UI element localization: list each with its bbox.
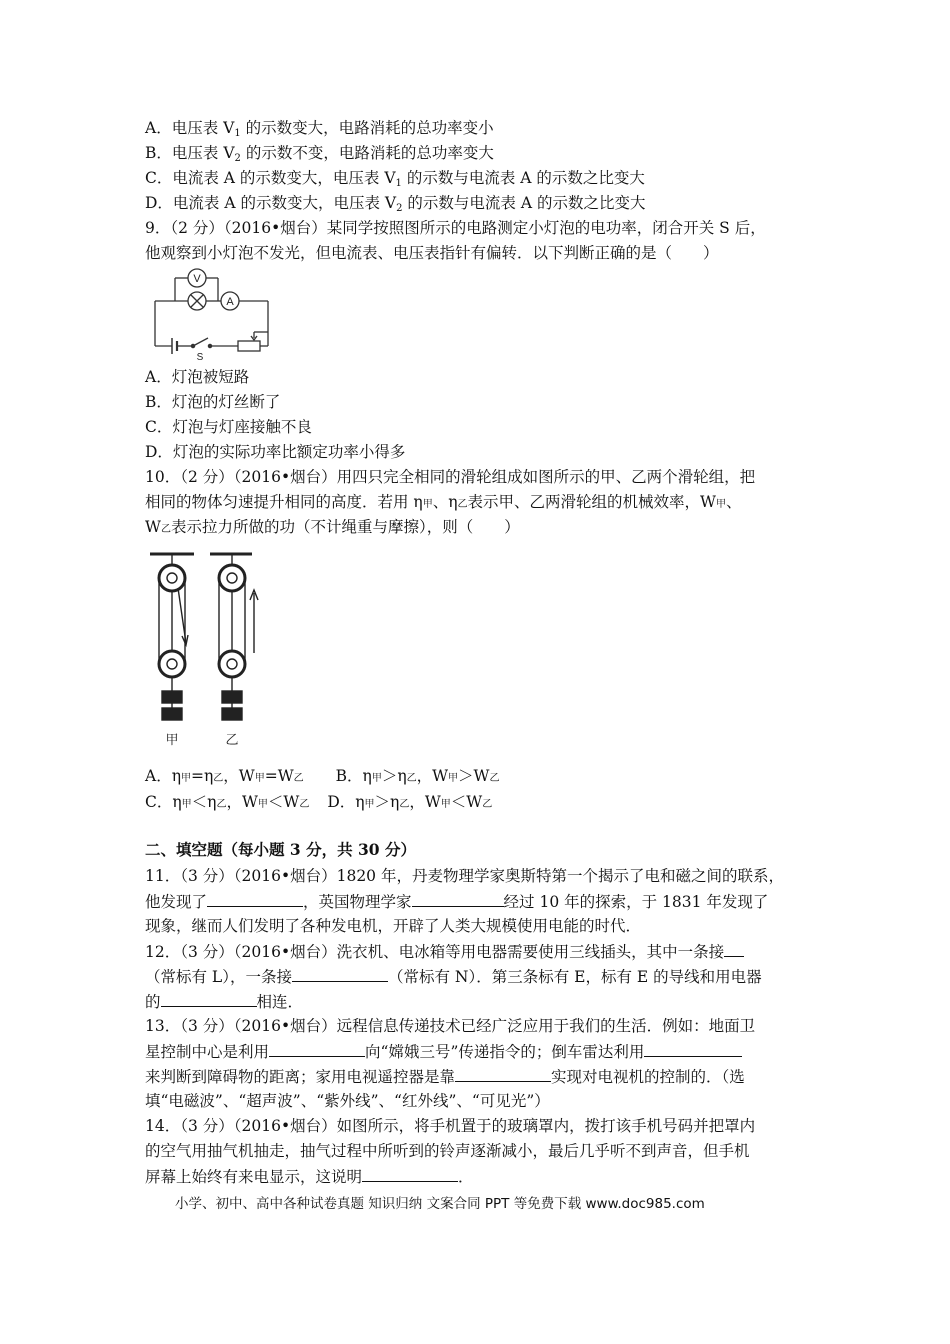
- circuit-diagram: [150, 266, 275, 362]
- q13-line4: 填“电磁波”、“超声波”、“紫外线”、“红外线”、“可见光”）: [145, 1092, 550, 1110]
- q8-option-b: B．电压表 $V_2$ 的示数不变，电路消耗的总功率变大: [145, 144, 494, 164]
- voltmeter-label: V: [193, 273, 201, 285]
- q10-options-cd: [145, 792, 492, 815]
- q9-stem-line1: 9．（2 分）（2016•烟台）某同学按照图所示的电路测定小灯泡的电功率，闭合开关 S 后，: [145, 219, 766, 237]
- q12-blank-1[interactable]: [724, 941, 744, 957]
- q13-line1: 13．（3 分）（2016•烟台）远程信息传递技术已经广泛应用于我们的生活．例如：地面卫: [145, 1017, 756, 1035]
- q10-stem-line3: W乙表示拉力所做的功（不计绳重与摩擦），则（ ）: [145, 518, 520, 536]
- switch-label: S: [196, 352, 204, 362]
- q10-option-b: B．η甲＞η乙，W甲＞W乙: [335, 767, 500, 785]
- q14-line3: 屏幕上始终有来电显示，这说明 ．: [145, 1168, 474, 1186]
- footer-promo: 小学、初中、高中各种试卷真题 知识归纳 文案合同 PPT 等免费下载 www.doc985.com: [175, 1196, 705, 1212]
- q12-line1: 12．（3 分）（2016•烟台）洗衣机、电冰箱等用电器需要使用三线插头，其中一条接: [145, 941, 744, 962]
- section2-heading: 二、填空题（每小题 3 分，共 30 分）: [145, 840, 416, 859]
- q9-option-c: C．灯泡与灯座接触不良: [145, 418, 312, 436]
- q13-line2: 星控制中心是利用 向“嫦娥三号”传递指令的；倒车雷达利用: [145, 1041, 742, 1062]
- q10-stem-line1: 10．（2 分）（2016•烟台）用四只完全相同的滑轮组成如图所示的甲、乙两个滑轮组，把: [145, 468, 756, 486]
- ammeter-label: A: [226, 296, 234, 308]
- q12-line3: 的 相连．: [145, 993, 304, 1011]
- q9-option-a: A．灯泡被短路: [145, 368, 250, 386]
- q11-line3: 现象，继而人们发明了各种发电机，开辟了人类大规模使用电能的时代．: [145, 917, 642, 935]
- q11-line1: 11．（3 分）（2016•烟台）1820 年，丹麦物理学家奥斯特第一个揭示了电和磁之间的联系，: [145, 867, 784, 885]
- pulley-label-jia: 甲: [165, 733, 179, 748]
- q12-line2: （常标有 L），一条接 （常标有 N）．第三条标有 E，标有 E 的导线和用电器: [145, 968, 762, 986]
- q11-blank-1[interactable]: [207, 891, 303, 907]
- q10-option-c: C．η甲＜η乙，W甲＜W乙: [145, 793, 310, 811]
- pulley-label-yi: 乙: [225, 733, 239, 748]
- q9-option-d: D．灯泡的实际功率比额定功率小得多: [145, 443, 406, 461]
- q8-option-c: C．电流表 A 的示数变大，电压表 $V_1$ 的示数与电流表 A 的示数之比变大: [145, 169, 645, 189]
- q9-stem-line2: 他观察到小灯泡不发光，但电流表、电压表指针有偏转．以下判断正确的是（ ）: [145, 244, 719, 262]
- q10-stem-line2: 相同的物体匀速提升相同的高度．若用 η甲、η乙表示甲、乙两滑轮组的机械效率，W甲、: [145, 493, 742, 511]
- q14-line1: 14．（3 分）（2016•烟台）如图所示，将手机置于的玻璃罩内，拨打该手机号码并把罩内: [145, 1117, 756, 1135]
- q13-blank-3[interactable]: [455, 1066, 551, 1082]
- q9-option-b: B．灯泡的灯丝断了: [145, 393, 281, 411]
- q13-line3: 来判断到障碍物的距离；家用电视遥控器是靠 实现对电视机的控制的．（选: [145, 1068, 745, 1086]
- q13-blank-2[interactable]: [644, 1041, 742, 1057]
- q10-option-d: D．η甲＞η乙，W甲＜W乙: [327, 793, 493, 811]
- q14-line2: 的空气用抽气机抽走，抽气过程中所听到的铃声逐渐减小，最后几乎听不到声音，但手机: [145, 1142, 750, 1160]
- q14-blank-1[interactable]: [362, 1166, 458, 1182]
- q13-blank-1[interactable]: [269, 1041, 365, 1057]
- pulley-diagram: [148, 548, 266, 750]
- q8-option-a: A．电压表 $V_1$ 的示数变大，电路消耗的总功率变小: [145, 119, 494, 139]
- q11-blank-2[interactable]: [412, 891, 504, 907]
- q11-line2: 他发现了 ，英国物理学家 经过 10 年的探索，于 1831 年发现了: [145, 893, 769, 911]
- q10-options-ab: [145, 766, 499, 789]
- q8-option-d: D．电流表 A 的示数变大，电压表 $V_2$ 的示数与电流表 A 的示数之比变大: [145, 194, 646, 214]
- q12-blank-2[interactable]: [292, 966, 388, 982]
- q12-blank-3[interactable]: [161, 991, 257, 1007]
- q10-option-a: A．η甲=η乙，W甲=W乙: [145, 767, 304, 785]
